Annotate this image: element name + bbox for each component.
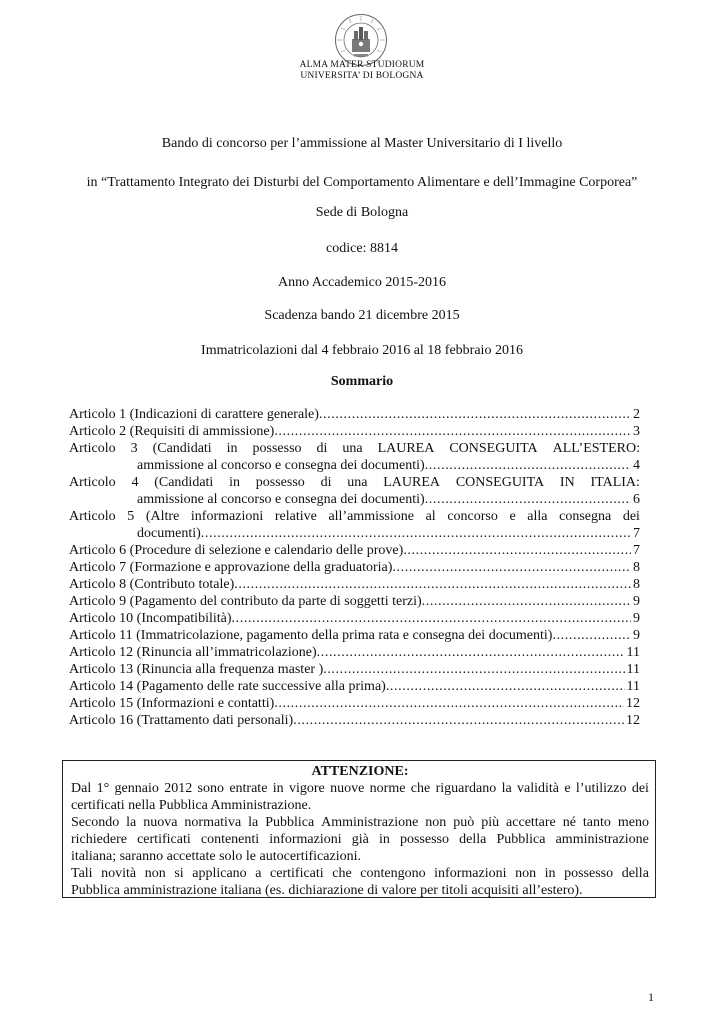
notice-title: ATTENZIONE: [311,764,409,779]
notice-line: certificati nella Pubblica Amministrazione. [71,798,312,813]
toc-entry[interactable]: Articolo 4 (Candidati in possesso di una LAUREA CONSEGUITA IN ITALIA: [69,475,640,490]
toc-page: 9 [633,611,640,626]
toc-entry[interactable]: Articolo 2 (Requisiti di ammissione) ..... 3 [69,423,640,440]
toc-entry[interactable]: Articolo 3 (Candidati in possesso di una LAUREA CONSEGUITA ALL’ESTERO: [69,441,640,456]
toc-entry[interactable]: Articolo 10 (Incompatibilità) ..... 9 [69,610,640,627]
toc-page: 11 [626,679,640,694]
toc-page: 9 [633,628,640,643]
toc-entry[interactable]: Articolo 7 (Formazione e approvazione della graduatoria) ..... 8 [69,559,640,576]
toc-page: 7 [633,543,640,558]
university-name: UNIVERSITA’ DI BOLOGNA [300,71,424,81]
notice-line: Tali novità non si applicano a certificati che contengono informazioni non in possesso della [71,866,649,881]
toc-entry[interactable]: Articolo 16 (Trattamento dati personali) ..... 12 [69,712,640,729]
toc-entry[interactable]: Articolo 5 (Altre informazioni relative all’ammissione al concorso e alla consegna dei [69,509,640,524]
toc-entry[interactable]: Articolo 13 (Rinuncia alla frequenza master ) ..... 11 [69,661,640,678]
toc-page: 7 [633,526,640,541]
toc-entry-continued[interactable]: ammissione al concorso e consegna dei documenti) ..... 6 [137,491,640,508]
toc-page: 9 [633,594,640,609]
master-title: in “Trattamento Integrato dei Disturbi del Comportamento Alimentare e dell’Immagine Corporea” [86,175,638,190]
toc-entry[interactable]: Articolo 11 (Immatricolazione, pagamento della prima rata e consegna dei documenti) ..... 9 [69,627,640,644]
anno-accademico: Anno Accademico 2015-2016 [278,275,446,290]
university-seal-icon [334,13,388,67]
toc-entry[interactable]: Articolo 14 (Pagamento delle rate successive alla prima) ..... 11 [69,678,640,695]
toc-page: 12 [626,696,640,711]
scadenza-bando: Scadenza bando 21 dicembre 2015 [264,308,460,323]
toc-entry-continued[interactable]: documenti) ..... 7 [137,525,640,542]
notice-line: Secondo la nuova normativa la Pubblica Amministrazione non può più accettare né tanto meno [71,815,649,830]
notice-line: Dal 1° gennaio 2012 sono entrate in vigore nuove norme che riguardano la validità e l’utilizzo dei [71,781,649,796]
immatricolazioni-date: Immatricolazioni dal 4 febbraio 2016 al 18 febbraio 2016 [201,343,523,358]
toc-entry[interactable]: Articolo 6 (Procedure di selezione e calendario delle prove) ..... 7 [69,542,640,559]
page-number: 1 [648,990,654,1004]
toc-page: 4 [633,458,640,473]
toc-page: 3 [633,424,640,439]
toc-entry-continued[interactable]: ammissione al concorso e consegna dei documenti) ..... 4 [137,457,640,474]
toc-entry[interactable]: Articolo 9 (Pagamento del contributo da parte di soggetti terzi) ..... 9 [69,593,640,610]
toc-page: 11 [626,662,640,677]
notice-line: Pubblica amministrazione italiana (es. dichiarazione di valore per titoli acquisiti all’estero). [71,883,583,898]
toc-page: 11 [626,645,640,660]
toc-entry[interactable]: Articolo 12 (Rinuncia all’immatricolazione) ..... 11 [69,644,640,661]
toc-page: 8 [633,577,640,592]
toc-entry[interactable]: Articolo 8 (Contributo totale) ..... 8 [69,576,640,593]
toc-entry[interactable]: Articolo 1 (Indicazioni di carattere generale) ..... 2 [69,406,640,423]
toc-page: 8 [633,560,640,575]
toc-heading: Sommario [330,374,394,389]
notice-line: italiana; saranno accettate solo le autocertificazioni. [71,849,361,864]
toc-page: 2 [633,407,640,422]
codice: codice: 8814 [326,241,398,256]
attention-notice-box [62,760,656,898]
toc-page: 12 [626,713,640,728]
institution-name: ALMA MATER STUDIORUM [299,60,425,70]
toc-page: 6 [633,492,640,507]
sede: Sede di Bologna [315,205,409,220]
notice-line: richiedere certificati contenenti informazioni già in possesso della Pubblica amministrazione [71,832,649,847]
bando-title: Bando di concorso per l’ammissione al Master Universitario di I livello [161,136,563,151]
toc-entry[interactable]: Articolo 15 (Informazioni e contatti) ..... 12 [69,695,640,712]
